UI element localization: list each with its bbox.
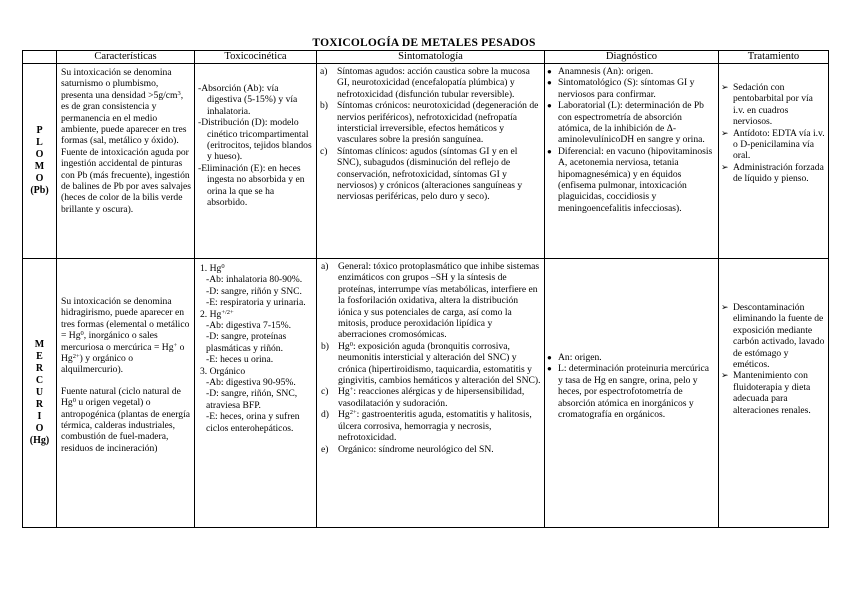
mercurio-trat-item: ➢ Descontaminación eliminando la fuente de exposición mediante carbón activado, lavado de estómago y eméticos. (721, 302, 825, 371)
plomo-letter: P (36, 125, 43, 136)
mercurio-tratamiento (719, 259, 829, 528)
plomo-row (23, 64, 829, 259)
plomo-diag-item: ● Diferencial: en vacuno (hipovitaminosis A, acetonemia nerviosa, tetania hipomagnesémica) y en équidos (enfisema pulmonar, intoxicación plaguicidas, coccidiosis y meningoencefalitis infecciosas). (547, 145, 713, 214)
arrow-bullet-icon: ➢ (721, 302, 729, 312)
plomo-sint-item: c) Síntomas clínicos: agudos (síntomas GI y en el SNC), subagudos (disminución del reflejo de conservación, nefrotoxicidad, síntomas GI y nerviosos) y crónicos (alteraciones sanguíneas y nerviosas periféricas, pelo duro y seco). (320, 145, 523, 203)
bullet-icon: ● (547, 146, 552, 156)
bullet-icon: ● (547, 364, 552, 374)
mercurio-diagnostico (545, 259, 719, 528)
header-caracteristicas: Características (57, 51, 195, 64)
mercurio-tox-item: -E: respiratoria y urinaria. (206, 297, 306, 309)
mercurio-sint-item: e) Orgánico: síndrome neurológico del SN. (321, 443, 494, 455)
mercurio-car-text-2: Fuente natural (ciclo natural de Hg$^0$ u origen vegetal) o antropogénica (plantas de energía térmica, calderas industriales, combustión de fuel-madera, residuos de incineración) (61, 385, 191, 454)
mercurio-letter: O (35, 423, 44, 434)
plomo-sint-item: a) Síntomas agudos: acción caustica sobre la mucosa GI, neurotoxicidad (encefalopatía plúmbica) y nefrotoxicidad (disfunción tubular reversible). (320, 66, 530, 100)
plomo-diag-item: ● Laboratorial (L): determinación de Pb con espectrometría de absorción atómica, de la inhibición de Δ-aminolevulínicoDH en sangre y orina. (547, 100, 705, 146)
page-title: TOXICOLOGÍA DE METALES PESADOS (312, 37, 536, 49)
mercurio-tox-item: -E: heces u orina. (206, 354, 274, 366)
mercurio-tox-item: -D: sangre, riñón y SNC. (206, 285, 302, 297)
toxicology-table (22, 50, 829, 528)
mercurio-caracteristicas (57, 259, 195, 528)
mercurio-trat-item: ➢ Mantenimiento con fluidoterapia y dieta adecuada para alteraciones renales. (721, 370, 811, 416)
mercurio-diag-item: ● An: origen. (547, 352, 602, 363)
mercurio-letter: I (37, 411, 42, 422)
mercurio-sint-item: c) Hg+: reacciones alérgicas y de hipersensibilidad, vasodilatación y sudoración. (321, 386, 525, 409)
mercurio-sint-item: a) General: tóxico protoplasmático que inhibe sistemas enzimáticos con grupos –SH y la síntesis de proteínas, interrumpe vías metabólicas, interfiere en la fosforilación oxidativa, altera la distribución iónica y sus potenciales de carga, así como la mitosis, produce peroxidación lipídica y aberraciones cromosómicas. (321, 261, 540, 341)
mercurio-letter: E (36, 351, 43, 362)
mercurio-symbol: (Hg) (29, 435, 50, 446)
mercurio-sint-item: d) $Hg^{2+}$: gastroenteritis aguda, estomatitis y halitosis, úlcera corrosiva, hemorragia y necrosis, nefrotoxicidad. (321, 409, 532, 444)
mercurio-row (23, 259, 829, 528)
plomo-caracteristicas (57, 64, 195, 259)
plomo-trat-item: ➢ Antídoto: EDTA vía i.v. o D-penicilamina vía oral. (721, 127, 825, 162)
arrow-bullet-icon: ➢ (721, 161, 729, 172)
plomo-tox-distribucion: -Distribución (D): modelo cinético tricompartimental (eritrocitos, tejidos blandos y hueso). (198, 117, 312, 163)
arrow-bullet-icon: ➢ (721, 370, 729, 381)
bullet-icon: ● (547, 78, 552, 88)
mercurio-tox-hg2: 2. $Hg^{+/2+}$ (200, 308, 234, 320)
mercurio-tox-hg0: 1. Hg$^0$ (200, 263, 225, 274)
mercurio-label (23, 259, 57, 528)
plomo-letter: O (35, 149, 44, 160)
header-blank (23, 51, 57, 64)
mercurio-sint-item: b) Hg$^0$: exposición aguda (bronquitis corrosiva, neumonitis intersticial y alteración del SNC) y crónica (hipertiroidismo, taquicardia, estomatitis y gingivitis, cambios hemáticos y alteración del SNC). (321, 340, 541, 387)
plomo-sintomatologia (317, 64, 545, 259)
mercurio-letter: R (35, 399, 44, 410)
bullet-icon: ● (547, 353, 552, 362)
plomo-car-text-1: Su intoxicación se denomina saturnismo o plumbismo, presenta una densidad $>5g/cm^3$, es de gran consistencia y permanencia en el medio ambiente, puede aparecer en tres formas (sal, metálico y óxido). (61, 67, 187, 147)
plomo-tratamiento (719, 64, 829, 259)
header-toxicocinetica: Toxicocinética (195, 51, 317, 64)
header-sintomatologia: Sintomatología (317, 51, 545, 64)
arrow-bullet-icon: ➢ (721, 127, 729, 138)
mercurio-diag-item: ● L: determinación proteinuria mercúrica y tasa de Hg en sangre, orina, pelo y heces, por espectrofotometría de absorción atómica en inorgánicos y cromatografía en orgánicos. (547, 363, 710, 421)
arrow-bullet-icon: ➢ (721, 82, 729, 92)
mercurio-tox-item: -E: heces, orina y sufren ciclos enterohepáticos. (206, 411, 300, 434)
mercurio-tox-organico: 3. Orgánico (200, 365, 246, 377)
plomo-car-text-2: Fuente de intoxicación aguda por ingestión accidental de pinturas con Pb (más frecuente), ingestión de balines de Pb por aves salvajes (heces de color de la bilis verde brillante y oscura). (61, 146, 192, 215)
plomo-label (23, 64, 57, 259)
header-diagnostico: Diagnóstico (545, 51, 719, 64)
mercurio-tox-item: -D: sangre, riñón, SNC, atraviesa BFP. (206, 388, 298, 411)
mercurio-tox-item: -Ab: digestiva 90-95%. (206, 377, 296, 389)
mercurio-sintomatologia (317, 259, 545, 528)
plomo-sint-item: b) Síntomas crónicos: neurotoxicidad (degeneración de nervios periféricos), nefrotoxicidad (nefropatía intersticial irreversible, efectos hemáticos y vasculares sobre la presión sanguínea. (320, 100, 539, 146)
plomo-trat-item: ➢ Administración forzada de líquido y pienso. (721, 161, 824, 185)
plomo-diagnostico (545, 64, 719, 259)
plomo-letter: L (36, 137, 43, 148)
mercurio-tox-item: -Ab: inhalatoria 80-90%. (206, 274, 303, 286)
mercurio-letter: R (35, 363, 44, 374)
plomo-diag-item: ● Sintomatológico (S): síntomas GI y nerviosos para confirmar. (547, 77, 695, 100)
plomo-symbol: (Pb) (30, 185, 49, 196)
bullet-icon: ● (547, 67, 552, 76)
plomo-trat-item: ➢ Sedación con pentobarbital por vía i.v. en cuadros nerviosos. (721, 82, 813, 128)
mercurio-letter: U (35, 387, 44, 398)
bullet-icon: ● (547, 101, 552, 111)
plomo-tox-eliminacion: -Eliminación (E): en heces ingesta no absorbida y en orina la que se ha absorbido. (198, 162, 305, 209)
header-tratamiento: Tratamiento (719, 51, 829, 64)
plomo-letter: M (34, 161, 45, 172)
mercurio-tox-item: -D: sangre, proteínas plasmáticas y riñón. (206, 331, 287, 354)
mercurio-car-text-1: Su intoxicación se denomina hidragirismo, puede aparecer en tres formas (elemental o metálico = $Hg^0$, inorgánico o sales mercuriosa o mercúrica = Hg+ o $Hg^{2+}$) y orgánico o alquilmercurio). (61, 296, 190, 376)
header-row (23, 51, 829, 64)
mercurio-letter: M (34, 339, 45, 350)
plomo-tox-absorcion: -Absorción (Ab): vía digestiva (5-15%) y vía inhalatoria. (198, 83, 298, 117)
plomo-diag-item: ● Anamnesis (An): origen. (547, 66, 654, 77)
plomo-toxicocinetica (195, 64, 317, 259)
mercurio-letter: C (35, 375, 44, 386)
mercurio-toxicocinetica (195, 259, 317, 528)
mercurio-tox-item: -Ab: digestiva 7-15%. (206, 320, 291, 332)
plomo-letter: O (35, 173, 44, 184)
